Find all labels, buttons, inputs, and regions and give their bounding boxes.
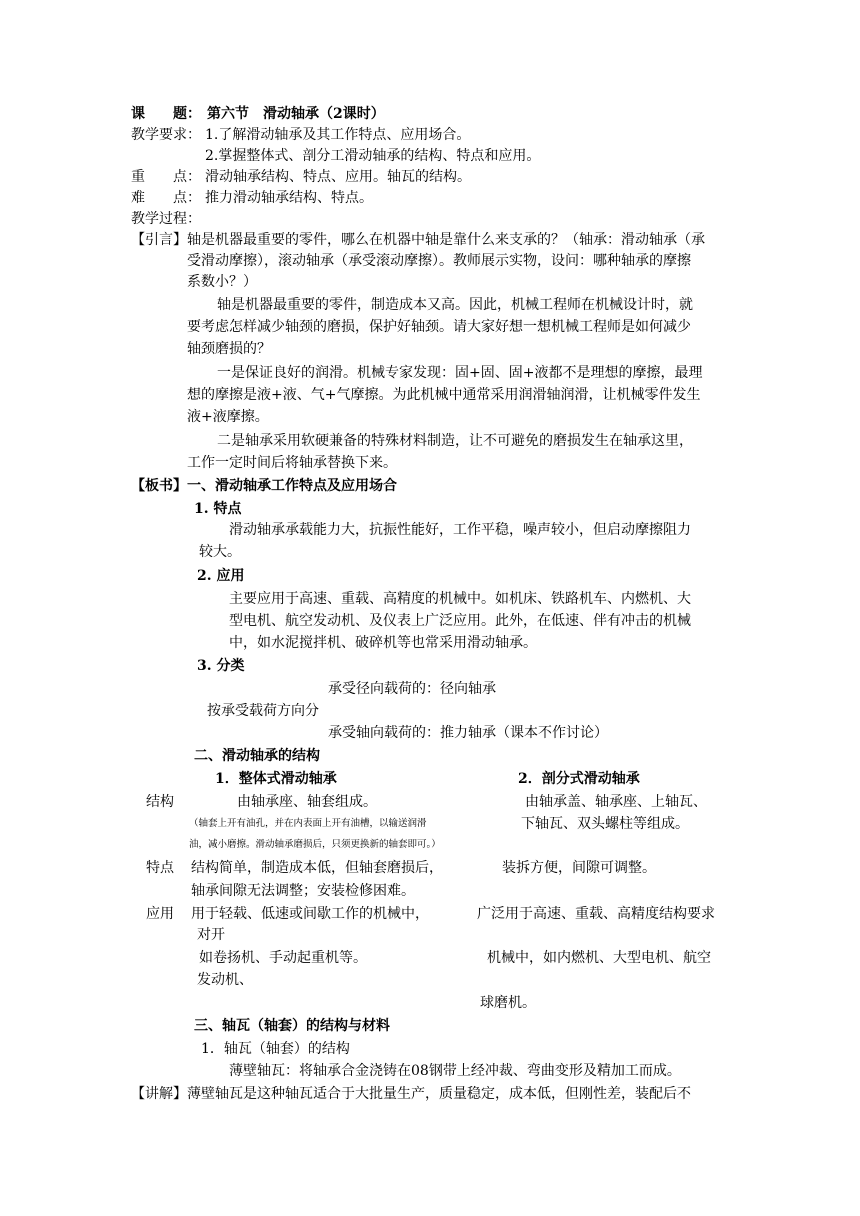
application-split-line-3: 球磨机。	[480, 995, 536, 1011]
structure-solid: 由轴承座、轴套组成。	[237, 794, 377, 810]
intro-para2-line-2: 要考虑怎样减少轴颈的磨损，保护好轴颈。请大家好想一想机械工程师是如何减少	[187, 319, 691, 335]
features-line-2: 较大。	[199, 544, 241, 560]
classification-by: 按承受载荷方向分	[207, 703, 319, 719]
feature-label: 特点	[146, 860, 174, 876]
explain-tag: 【讲解】	[131, 1086, 187, 1102]
title-label: 课 题：	[131, 106, 201, 122]
intro-para4-line-1: 二是轴承采用软硬兼备的特殊材料制造，让不可避免的磨损发生在轴承这里，	[217, 433, 693, 449]
subsection-features: 1. 特点	[194, 501, 242, 517]
thin-wall-bushing-text: 薄壁轴瓦：将轴承合金浇铸在08钢带上经冲裁、弯曲变形及精加工而成。	[229, 1063, 681, 1079]
key-points-text: 滑动轴承结构、特点、应用。轴瓦的结构。	[205, 169, 471, 185]
requirements-label: 教学要求：	[131, 127, 201, 143]
intro-para3-line-3: 液+液摩擦。	[187, 409, 269, 425]
intro-tag: 【引言】	[131, 232, 187, 248]
difficulties-label: 难 点：	[131, 190, 201, 206]
application-line-3: 中，如水泥搅拌机、破碎机等也常采用滑动轴承。	[229, 635, 537, 651]
intro-para2-line-1: 轴是机器最重要的零件，制造成本又高。因此，机械工程师在机械设计时，就	[217, 297, 693, 313]
feature-split: 装拆方便，间隙可调整。	[502, 860, 656, 876]
process-label: 教学过程：	[131, 211, 201, 227]
classification-radial: 承受径向载荷的：径向轴承	[328, 681, 496, 697]
feature-solid-line-2: 轴承间隙无法调整；安装检修困难。	[191, 883, 415, 899]
column-solid-bearing: 1．整体式滑动轴承	[215, 771, 337, 787]
subsection-bushing-structure: 1．轴瓦（轴套）的结构	[201, 1041, 350, 1057]
features-line-1: 滑动轴承承载能力大，抗振性能好，工作平稳，噪声较小，但启动摩擦阻力	[229, 522, 691, 538]
application-split-line-1: 广泛用于高速、重载、高精度结构要求	[477, 906, 715, 922]
difficulties-text: 推力滑动轴承结构、特点。	[205, 190, 373, 206]
structure-split-line-1: 由轴承盖、轴承座、上轴瓦、	[525, 794, 707, 810]
application-label: 应用	[146, 906, 174, 922]
subsection-classification: 3. 分类	[197, 658, 245, 674]
intro-line-2: 受滑动摩擦），滚动轴承（承受滚动摩擦）。教师展示实物，设问：哪种轴承的摩擦	[187, 253, 691, 269]
application-solid-line-1: 用于轻载、低速或间歇工作的机械中，	[191, 906, 429, 922]
intro-para3-line-2: 想的摩擦是液+液、气+气摩擦。为此机械中通常采用润滑轴润滑，让机械零件发生	[187, 387, 701, 403]
requirement-1: 1.了解滑动轴承及其工作特点、应用场合。	[205, 127, 471, 143]
application-split-line-2: 机械中，如内燃机、大型电机、航空	[487, 950, 711, 966]
structure-split-line-2: 下轴瓦、双头螺柱等组成。	[521, 816, 689, 832]
application-line-2: 型电机、航空发动机、及仪表上广泛应用。此外，在低速、伴有冲击的机械	[229, 613, 691, 629]
classification-thrust: 承受轴向载荷的：推力轴承（课本不作讨论）	[328, 725, 608, 741]
application-solid-line-3: 如卷扬机、手动起重机等。	[199, 950, 367, 966]
intro-line-1: 轴是机器最重要的零件，哪么在机器中轴是靠什么来支承的？（轴承：滑动轴承（承	[187, 232, 705, 248]
explain-line-1: 薄壁轴瓦是这种轴瓦适合于大批量生产，质量稳定，成本低，但刚性差，装配后不	[187, 1086, 691, 1102]
intro-para3-line-1: 一是保证良好的润滑。机械专家发现：固+固、固+液都不是理想的摩擦，最理	[217, 365, 703, 381]
application-line-1: 主要应用于高速、重载、高精度的机械中。如机床、铁路机车、内燃机、大	[229, 591, 691, 607]
board-tag: 【板书】	[131, 478, 187, 494]
structure-note-line-1: （轴套上开有油孔，并在内表面上开有油槽，以输送润滑	[189, 818, 427, 829]
intro-line-3: 系数小？）	[187, 274, 257, 290]
section-2-heading: 二、滑动轴承的结构	[194, 748, 320, 764]
key-points-label: 重 点：	[131, 169, 201, 185]
requirement-2: 2.掌握整体式、剖分工滑动轴承的结构、特点和应用。	[205, 148, 541, 164]
title-text: 第六节 滑动轴承（2课时）	[207, 106, 385, 122]
column-split-bearing: 2．剖分式滑动轴承	[518, 771, 640, 787]
section-1-heading: 一、滑动轴承工作特点及应用场合	[187, 478, 397, 494]
intro-para4-line-2: 工作一定时间后将轴承替换下来。	[187, 455, 397, 471]
intro-para2-line-3: 轴颈磨损的？	[187, 341, 271, 357]
structure-label: 结构	[146, 794, 174, 810]
structure-note-line-2: 油，减小磨擦。滑动轴承磨损后，只须更换新的轴套即可。）	[189, 839, 441, 850]
subsection-application: 2. 应用	[197, 568, 245, 584]
section-3-heading: 三、轴瓦（轴套）的结构与材料	[194, 1018, 390, 1034]
application-solid-line-4: 发动机、	[197, 972, 253, 988]
feature-solid-line-1: 结构简单，制造成本低，但轴套磨损后，	[191, 860, 443, 876]
application-solid-line-2: 对开	[197, 927, 225, 943]
